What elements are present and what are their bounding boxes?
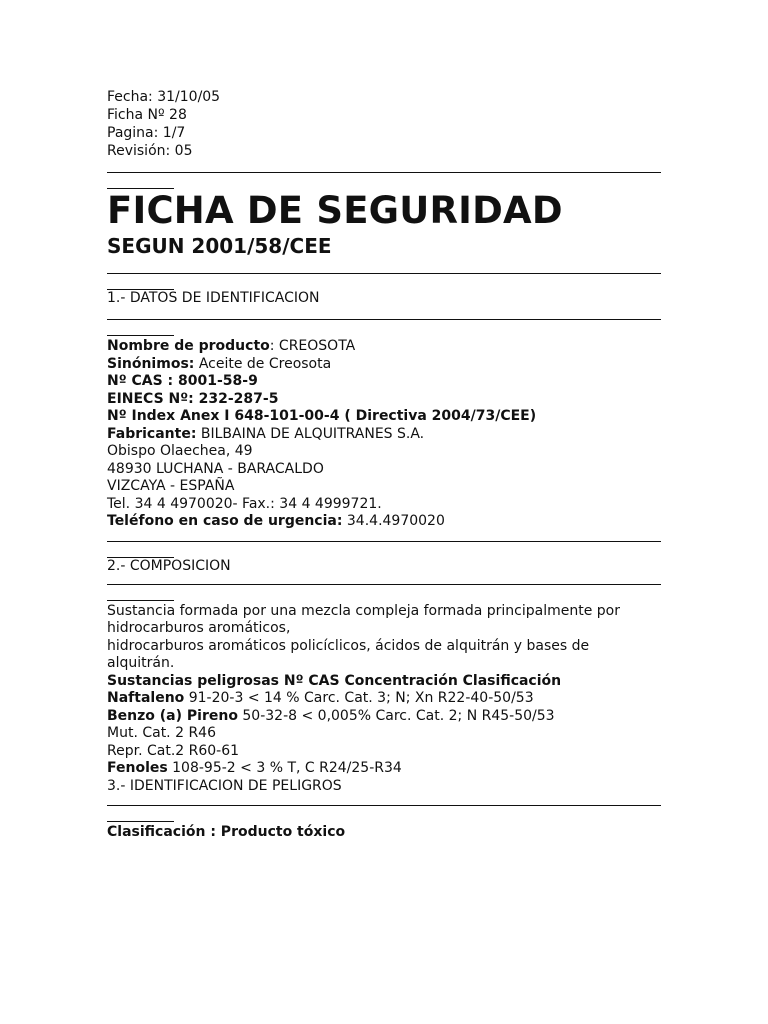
substance-mut: Mut. Cat. 2 R46 (107, 725, 216, 741)
section-1-body (107, 338, 667, 531)
page-subtitle: SEGUN 2001/58/CEE (107, 234, 332, 258)
document-meta (107, 88, 667, 160)
emergency-phone-label: Teléfono en caso de urgencia: (107, 513, 343, 529)
meta-pagina: Pagina: 1/7 (107, 125, 186, 141)
manufacturer-label: Fabricante: (107, 425, 197, 442)
substance-naftaleno-label: Naftaleno (107, 690, 185, 706)
cas-number: Nº CAS : 8001-58-9 (107, 373, 258, 389)
address-line-1: Obispo Olaechea, 49 (107, 443, 253, 459)
emergency-phone-value: 34.4.4970020 (342, 513, 445, 529)
separator (107, 319, 667, 336)
section-3-heading: 3.- IDENTIFICACION DE PELIGROS (107, 777, 342, 794)
synonyms-label: Sinónimos: (107, 355, 195, 372)
meta-revision: Revisión: 05 (107, 143, 193, 159)
product-name-label: Nombre de producto (107, 338, 270, 354)
separator (107, 584, 667, 601)
composition-desc-4: alquitrán. (107, 655, 175, 671)
einecs-number: EINECS Nº: 232-287-5 (107, 390, 279, 407)
composition-desc-1: Sustancia formada por una mezcla compleja formada principalmente por (107, 602, 620, 619)
meta-ficha: Ficha Nº 28 (107, 107, 187, 123)
manufacturer-value: BILBAINA DE ALQUITRANES S.A. (196, 425, 425, 442)
composition-desc-2: hidrocarburos aromáticos, (107, 620, 291, 636)
address-line-3: VIZCAYA - ESPAÑA (107, 478, 235, 494)
section-1-heading: 1.- DATOS DE IDENTIFICACION (107, 290, 320, 306)
address-line-2: 48930 LUCHANA - BARACALDO (107, 460, 324, 477)
substance-repr: Repr. Cat.2 R60-61 (107, 742, 240, 759)
separator (107, 273, 667, 290)
section-2-heading: 2.- COMPOSICION (107, 557, 231, 574)
substance-fenoles (107, 760, 667, 778)
classification: Clasificación : Producto tóxico (107, 824, 346, 840)
synonyms-row (107, 356, 667, 374)
emergency-phone-row (107, 513, 667, 531)
substance-naftaleno-value: 91-20-3 < 14 % Carc. Cat. 3; N; Xn R22-40-50/53 (184, 690, 534, 706)
section-2-body (107, 603, 667, 796)
substance-naftaleno (107, 690, 667, 708)
substance-fenoles-label: Fenoles (107, 760, 168, 776)
synonyms-value: Aceite de Creosota (194, 355, 332, 372)
meta-fecha: Fecha: 31/10/05 (107, 89, 221, 105)
separator (107, 172, 667, 189)
product-name-row (107, 338, 667, 356)
page-title: FICHA DE SEGURIDAD (107, 189, 563, 232)
phone-fax: Tel. 34 4 4970020- Fax.: 34 4 4999721. (107, 495, 382, 512)
hazardous-substances-header: Sustancias peligrosas Nº CAS Concentración Clasificación (107, 672, 562, 689)
index-number: Nº Index Anex I 648-101-00-4 ( Directiva 2004/73/CEE) (107, 408, 537, 424)
substance-benzo-pireno-value: 50-32-8 < 0,005% Carc. Cat. 2; N R45-50/53 (237, 707, 555, 724)
substance-benzo-pireno-label: Benzo (a) Pireno (107, 707, 238, 724)
substance-benzo-pireno (107, 708, 667, 726)
document-content (107, 88, 667, 842)
product-name-value: : CREOSOTA (269, 338, 356, 354)
composition-desc-3: hidrocarburos aromáticos policíclicos, ácidos de alquitrán y bases de (107, 637, 590, 654)
separator (107, 805, 667, 822)
substance-fenoles-value: 108-95-2 < 3 % T, C R24/25-R34 (167, 760, 402, 776)
manufacturer-row (107, 426, 667, 444)
separator (107, 541, 667, 558)
